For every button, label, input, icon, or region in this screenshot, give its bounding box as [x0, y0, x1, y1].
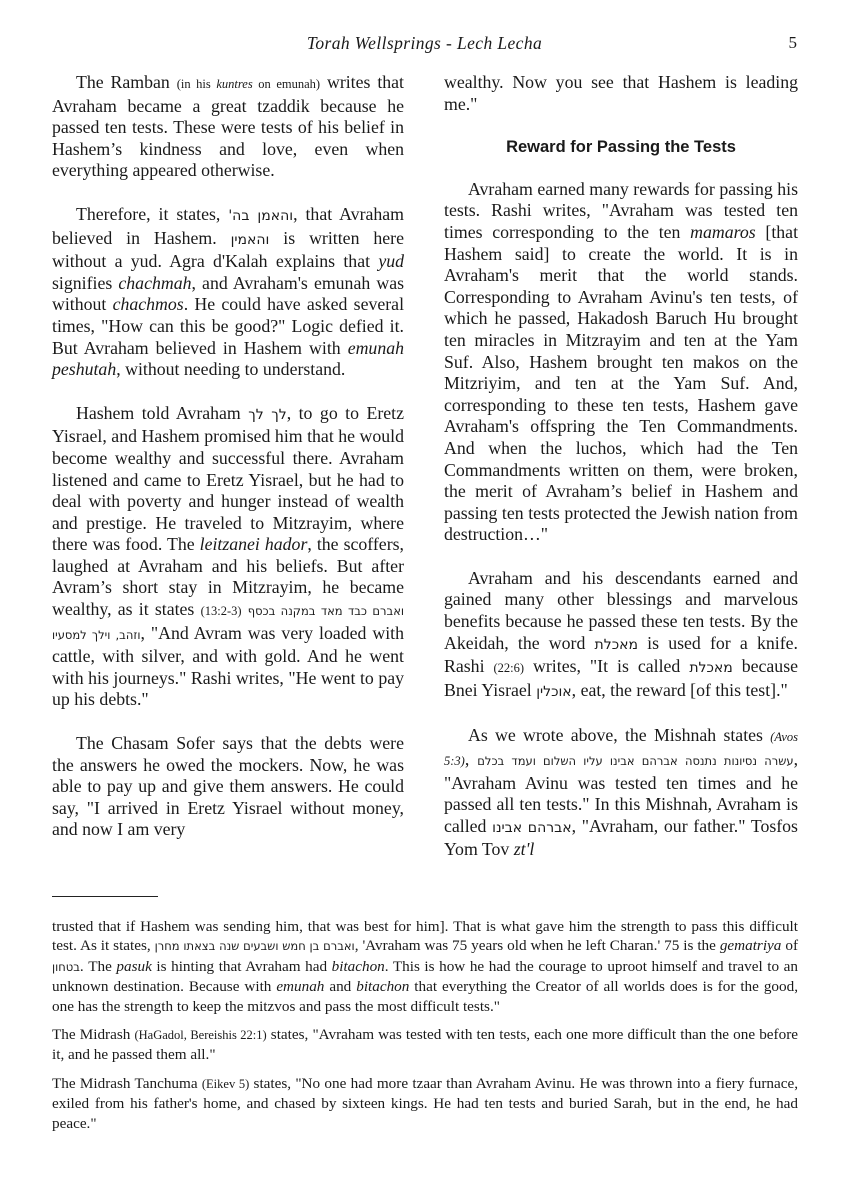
footnote-bitachon: trusted that if Hashem was sending him, that was best for him]. That is what gave him the strength to pass this difficult test. As it states, ואברם בן חמש ושבעים שנה בצאתו מחרן, 'Avraham was 75 years old when he left Charan.' 75 is the gematriya of בטחון. The pasuk is hinting that Avraham had bitachon. This is how he had the courage to uproot himself and travel to an unknown destination. Because with emunah and bitachon that everything the Creator of all worlds does is for the good, one has the strength to keep the mitzvos and pass the most difficult tests." [52, 918, 798, 1015]
paragraph-rewards: Avraham earned many rewards for passing his tests. Rashi writes, "Avraham was tested ten times corresponding to the ten mamaros [that Hashem said] to create the world. It is in Avraham's merit that the world stands. Corresponding to Avraham Avinu's ten tests, of which he passed, Hakadosh Baruch Hu brought ten miracles in Mitzrayim and ten at the Yam Suf. Also, Hashem brought ten makos on the Mitzriyim, and ten at the Yam Suf. And, corresponding to these ten tests, Hashem gave Avraham's offspring the Ten Commandments. And when the luchos, which had the Ten Commandments written on them, were broken, the merit of Avraham’s belief in Hashem and passing ten tests protected the Jewish nation from destruction…" [444, 178, 799, 545]
paragraph-akeidah: Avraham and his descendants earned and gained many other blessings and marvelous benefits because he passed these ten tests. By the Akeidah, the word מאכלת is used for a knife. Rashi (22:6) writes, "It is called מאכלת because Bnei Yisrael אוכלין, eat, the reward [of this test]." [444, 567, 799, 700]
paragraph-continued: wealthy. Now you see that Hashem is leading me." [444, 72, 798, 114]
hebrew-text: מאכלת [689, 660, 733, 677]
hebrew-text: אברהם אבינו [492, 819, 572, 836]
footnote-divider [52, 896, 158, 897]
hebrew-text: אוכלין [536, 683, 572, 700]
hebrew-text: ואברם בן חמש ושבעים שנה בצאתו מחרן [154, 939, 355, 954]
section-heading: Reward for Passing the Tests [506, 138, 736, 157]
hebrew-text: והאמין [230, 231, 270, 248]
hebrew-text: עשרה נסיונות נתנסה אברהם אבינו עליו השלום ועמד בכלם [477, 754, 794, 769]
footnote-midrash-hagadol: The Midrash (HaGadol, Bereishis 22:1) states, "Avraham was tested with ten tests, each one more difficult than the one before it, and he passed them all." [52, 1026, 798, 1064]
left-column [52, 72, 404, 863]
hebrew-text: בטחון [52, 959, 80, 974]
paragraph-lech-lecha: Hashem told Avraham לך לך, to go to Eretz Yisrael, and Hashem promised him that he would become wealthy and successful there. Avraham listened and came to Eretz Yisrael, but he had to deal with poverty and hunger instead of wealth and prestige. He traveled to Mitzrayim, where there was food. The leitzanei hador, the scoffers, laughed at Avraham and his beliefs. But after Avram’s short stay in Mitzrayim, he became wealthy, as it states (13:2-3) ואברם כבד מאד במקנה בכסף וזהב, וילך למסעיו, "And Avram was very loaded with cattle, with silver, and with gold. And he went with his journeys." Rashi writes, "He went to pay up his debts." [52, 402, 405, 710]
footnotes [52, 917, 798, 1142]
right-column [444, 72, 798, 883]
hebrew-text: לך לך [248, 406, 287, 423]
header-title: Torah Wellsprings - Lech Lecha [306, 33, 543, 53]
paragraph-emunah: Therefore, it states, והאמן בה', that Avraham believed in Hashem. והאמין is written here without a yud. Agra d'Kalah explains that yud signifies chachmah, and Avraham's emunah was without chachmos. He could have asked several times, "How can this be good?" Logic defied it. But Avraham believed in Hashem with emunah peshutah, without needing to understand. [52, 203, 405, 380]
paragraph-ramban: The Ramban (in his kuntres on emunah) writes that Avraham became a great tzaddik because he passed ten tests. These were tests of his belief in Hashem’s kindness and love, even when everything appeared otherwise. [52, 72, 404, 181]
hebrew-text: ואברם כבד מאד במקנה בכסף וזהב, וילך למסעיו [52, 604, 405, 642]
running-header [0, 33, 849, 57]
paragraph-mishnah: As we wrote above, the Mishnah states (Avos 5:3), עשרה נסיונות נתנסה אברהם אבינו עליו השלום ועמד בכלם, "Avraham Avinu was tested ten times and he passed all ten tests." In this Mishnah, Avraham is called אברהם אבינו, "Avraham, our father." Tosfos Yom Tov zt'l [444, 725, 799, 860]
hebrew-text: והאמן בה' [228, 207, 294, 224]
hebrew-text: מאכלת [594, 636, 638, 653]
footnote-midrash-tanchuma: The Midrash Tanchuma (Eikev 5) states, "No one had more tzaar than Avraham Avinu. He was thrown into a fiery furnace, exiled from his father's home, and chased by sixteen kings. He had ten tests and buried Sarah, but in the end, he had peace." [52, 1074, 798, 1132]
page-number: 5 [788, 33, 797, 52]
paragraph-chasam-sofer: The Chasam Sofer says that the debts were the answers he owed the mockers. Now, he was able to pay up and give them answers. He could say, "I arrived in Eretz Yisrael without money, and now I am very [52, 733, 404, 840]
